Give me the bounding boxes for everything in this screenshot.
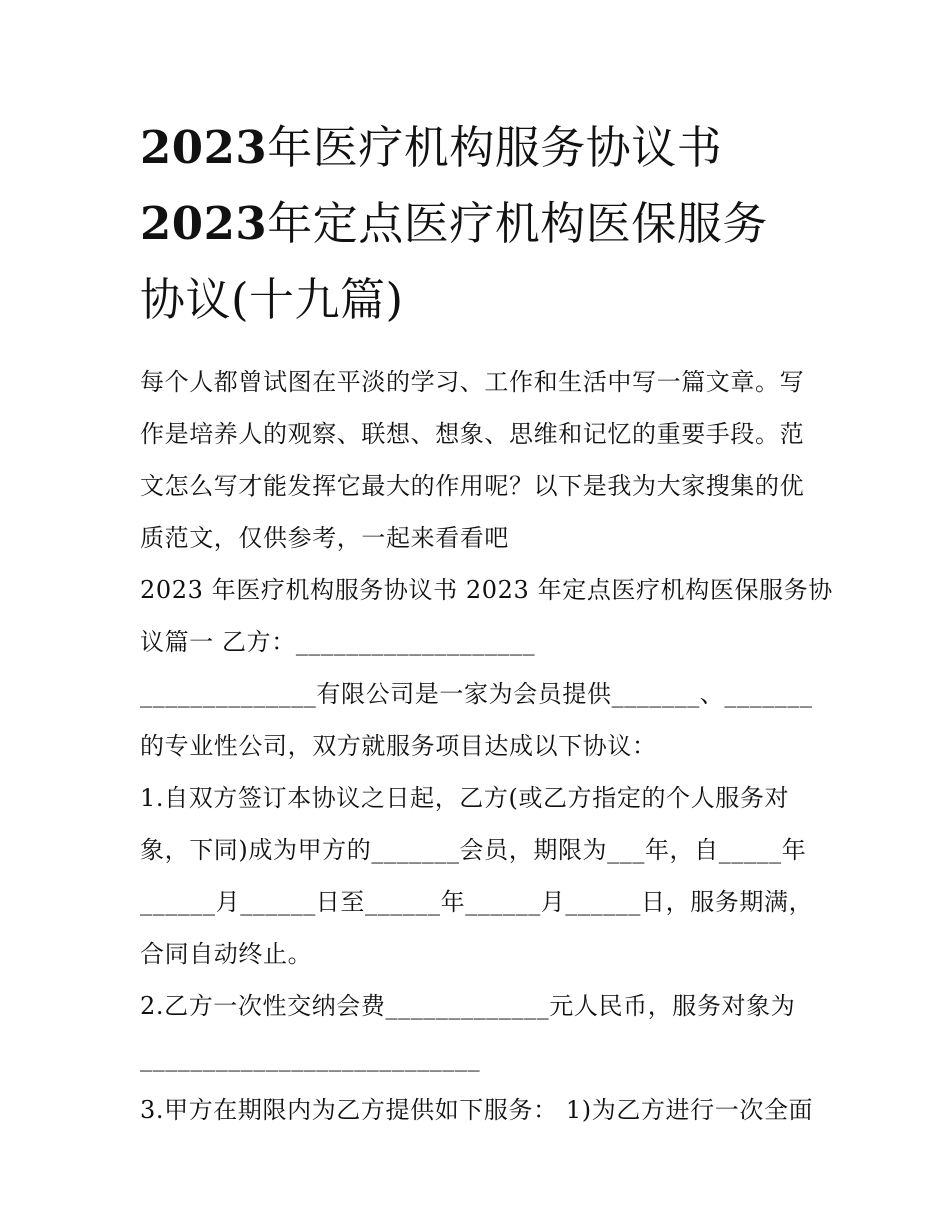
agreement-line-2: 的专业性公司，双方就服务项目达成以下协议： — [140, 732, 657, 760]
intro-line-2: 作是培养人的观察、联想、想象、思维和记忆的重要手段。范 — [140, 420, 805, 448]
clause-1-line-4: 合同自动终止。 — [140, 940, 313, 968]
title-year-2: 2023 — [140, 197, 268, 250]
title-text-2: 年定点医疗机构医保服务 — [267, 197, 768, 250]
document-page — [140, 110, 833, 1136]
clause-1-line-3: ______月______日至______年______月______日，服务期满， — [140, 888, 814, 916]
intro-line-4: 质范文，仅供参考，一起来看看吧 — [140, 524, 509, 552]
agreement-line-1: ______________有限公司是一家为会员提供_______、_______ — [140, 680, 813, 708]
document-title — [140, 110, 820, 338]
clause-3-line-1: 3.甲方在期限内为乙方提供如下服务： 1)为乙方进行一次全面 — [140, 1096, 814, 1124]
heading-line-1: 2023 年医疗机构服务协议书 2023 年定点医疗机构医保服务协 — [140, 576, 833, 604]
intro-line-3: 文怎么写才能发挥它最大的作用呢？以下是我为大家搜集的优 — [140, 472, 805, 500]
clause-1-line-1: 1.自双方签订本协议之日起，乙方(或乙方指定的个人服务对 — [140, 784, 790, 812]
title-line-1 — [140, 110, 820, 186]
title-text-1: 年医疗机构服务协议书 — [267, 121, 723, 174]
clause-1-line-2: 象，下同)成为甲方的_______会员，期限为___年，自_____年 — [140, 836, 807, 864]
document-body — [140, 356, 833, 1136]
intro-line-1: 每个人都曾试图在平淡的学习、工作和生活中写一篇文章。写 — [140, 368, 805, 396]
heading-line-2: 议篇一 乙方：___________________ — [140, 628, 536, 656]
clause-2-line-1: 2.乙方一次性交纳会费_____________元人民币，服务对象为 — [140, 992, 796, 1020]
clause-2-line-2: ___________________________ — [140, 1044, 481, 1072]
title-year-1: 2023 — [140, 121, 268, 174]
title-line-2 — [140, 186, 820, 262]
title-line-3: 协议(十九篇) — [140, 273, 404, 326]
